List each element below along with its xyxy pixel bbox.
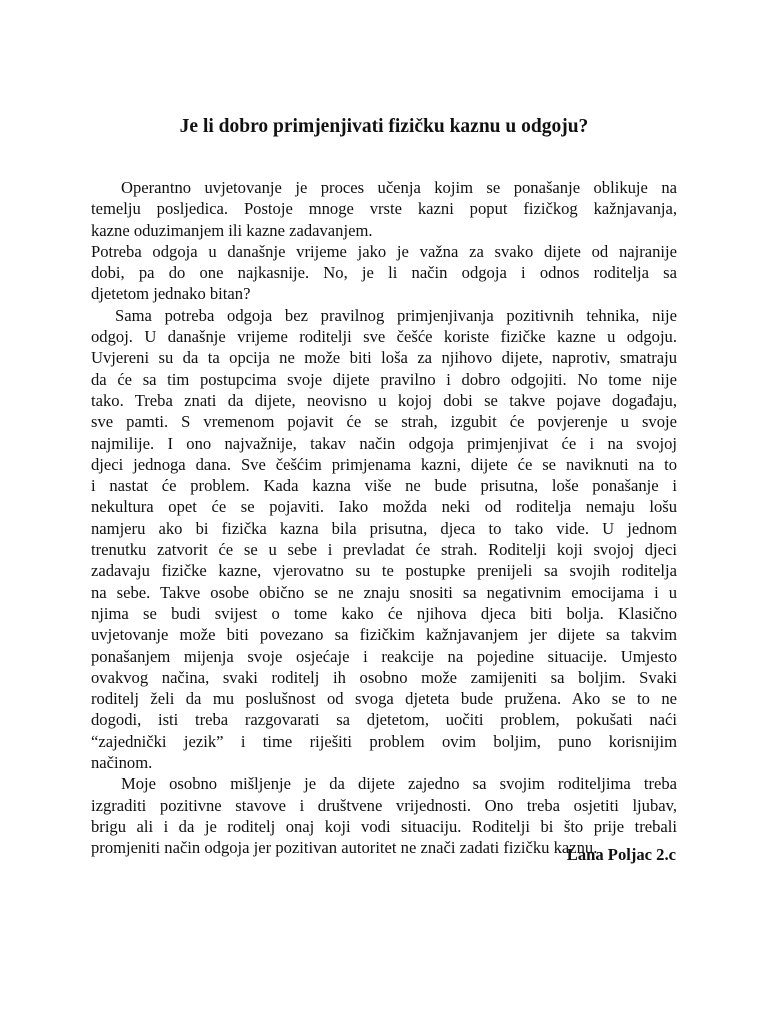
text-line: i nastat će problem. Kada kazna više ne bude prisutna, loše ponašanje i <box>91 476 677 496</box>
text-line: da će sa tim postupcima svoje dijete pravilno i dobro odgojiti. No tome nije <box>91 369 677 389</box>
text-line: brigu ali i da je roditelj onaj koji vodi situaciju. Roditelji bi što prije trebali <box>91 816 677 836</box>
text-line: najmilije. I ono najvažnije, takav način odgoja primjenjivat će i na svojoj <box>91 433 677 453</box>
text-line: Sama potreba odgoja bez pravilnog primjenjivanja pozitivnih tehnika, nije <box>115 305 677 325</box>
text-line: roditelj želi da mu poslušnost od svoga djeteta bude pružena. Ako se to ne <box>91 689 677 709</box>
text-line: sve pamti. S vremenom pojavit će se strah, izgubit će povjerenje u svoje <box>91 412 677 432</box>
text-line: temelju posljedica. Postoje mnoge vrste kazni poput fizičkog kažnjavanja, <box>91 199 677 219</box>
text-line: dogodi, isti treba razgovarati sa djetetom, uočiti problem, pokušati naći <box>91 710 677 730</box>
text-line: “zajednički jezik” i time riješiti problem ovim boljim, puno korisnijim <box>91 731 677 751</box>
text-line: djeci jednoga dana. Sve češćim primjenama kazni, dijete će se naviknuti na to <box>91 454 677 474</box>
text-line: kazne oduzimanjem ili kazne zadavanjem. <box>91 220 373 240</box>
text-line: na sebe. Takve osobe obično se ne znaju snositi sa negativnim emocijama i u <box>91 582 677 602</box>
page-title: Je li dobro primjenjivati fizičku kaznu u odgoju? <box>179 116 589 137</box>
text-line: njima se budi svijest o tome kako će njihova djeca biti bolja. Klasično <box>91 603 677 623</box>
text-line: načinom. <box>91 753 153 773</box>
text-line: trenutku zatvorit će se u sebe i prevladat će strah. Roditelji koji svojoj djeci <box>91 540 677 560</box>
text-line: Moje osobno mišljenje je da dijete zajedno sa svojim roditeljima treba <box>121 774 677 794</box>
text-line: namjeru ako bi fizička kazna bila prisutna, djeca to tako vide. U jednom <box>91 518 677 538</box>
text-line: djetetom jednako bitan? <box>91 284 251 304</box>
text-line: odgoj. U današnje vrijeme roditelji sve češće koriste fizičke kazne u odgoju. <box>91 327 677 347</box>
text-line: Operantno uvjetovanje je proces učenja kojim se ponašanje oblikuje na <box>121 178 677 197</box>
text-line: zadavaju fizičke kazne, vjerovatno su te postupke prenijeli sa svojih roditelja <box>91 561 677 581</box>
text-line: Uvjereni su da ta opcija ne može biti loša za njihovo dijete, naprotiv, smatraju <box>91 348 677 368</box>
text-line: uvjetovanje može biti povezano sa fizičkim kažnjavanjem jer dijete sa takvim <box>91 625 677 645</box>
text-line: Potreba odgoja u današnje vrijeme jako je važna za svako dijete od najranije <box>91 241 677 261</box>
text-line: ovakvog načina, svaki roditelj ih osobno može zamijeniti sa boljim. Svaki <box>91 667 677 687</box>
text-line: izgraditi pozitivne stavove i društvene vrijednosti. Ono treba osjetiti ljubav, <box>91 795 677 815</box>
text-line: dobi, pa do one najkasnije. No, je li način odgoja i odnos roditelja sa <box>91 263 677 283</box>
text-line: tako. Treba znati da dijete, neovisno u kojoj dobi se takve pojave događaju, <box>91 390 677 410</box>
text-line: nekultura opet će se pojaviti. Iako možda neki od roditelja nemaju lošu <box>91 497 677 517</box>
author-signature: Lana Poljac 2.c <box>566 845 676 864</box>
essay-body <box>91 177 677 859</box>
text-line: ponašanjem mijenja svoje osjećaje i reakcije na pojedine situacije. Umjesto <box>91 646 677 666</box>
text-line: promjeniti način odgoja jer pozitivan autoritet ne znači zadati fizičku kaznu. <box>91 838 598 858</box>
